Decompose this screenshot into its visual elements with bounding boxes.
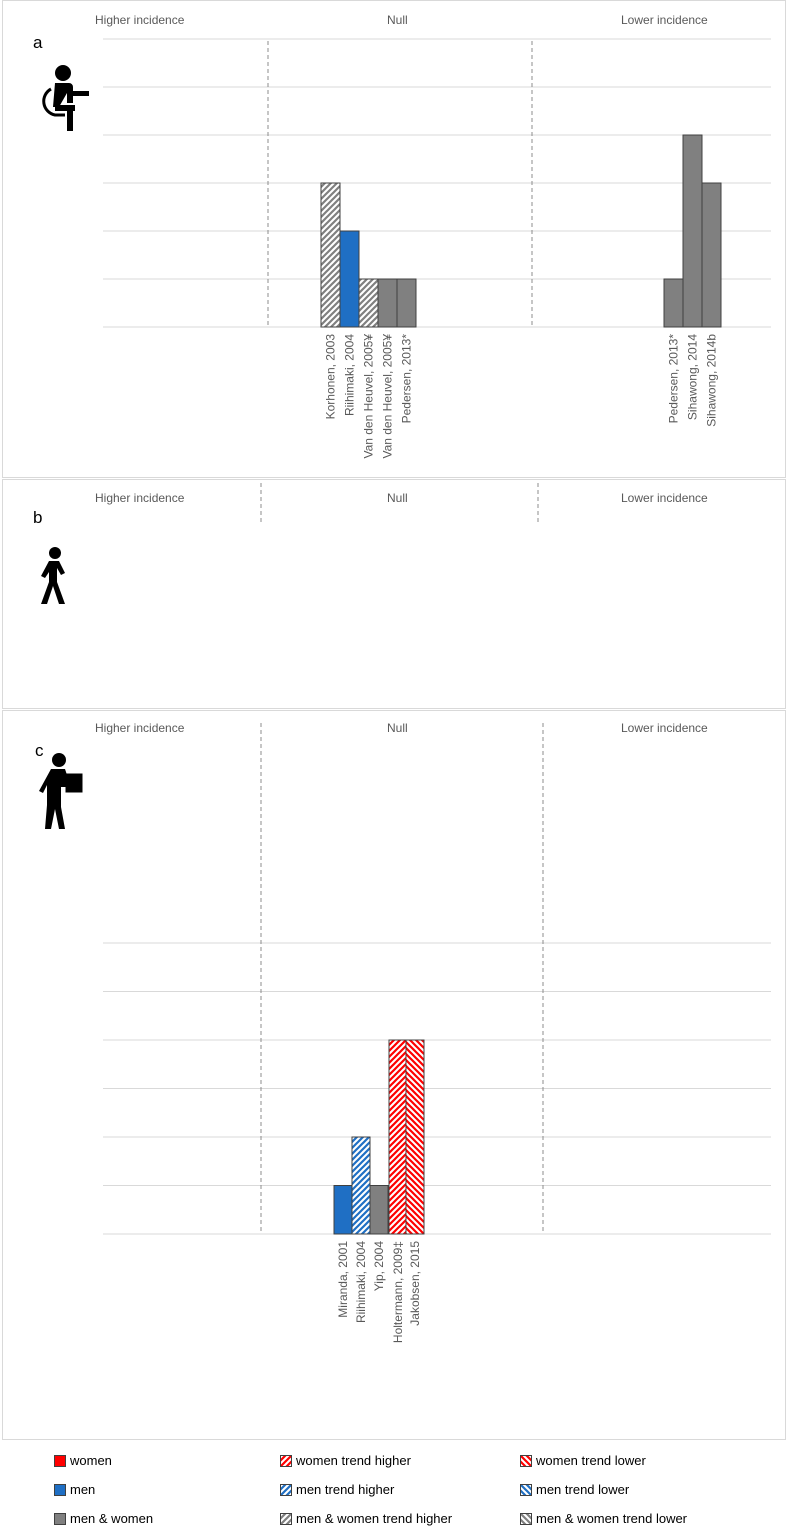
legend-swatch-rect bbox=[521, 1513, 532, 1524]
bar-label: Sihawong, 2014b bbox=[704, 334, 719, 427]
zone-label-lower: Lower incidence bbox=[621, 491, 708, 505]
sitting-worker-icon bbox=[27, 63, 93, 133]
legend-item bbox=[520, 1453, 646, 1468]
bar-label: Holtermann, 2009‡ bbox=[391, 1241, 405, 1344]
bar bbox=[683, 135, 702, 327]
legend-swatch-rect bbox=[521, 1484, 532, 1495]
legend-item bbox=[280, 1482, 394, 1497]
bar bbox=[352, 1137, 370, 1234]
legend-swatch bbox=[280, 1484, 292, 1496]
legend-swatch bbox=[520, 1484, 532, 1496]
bar-label: Riihimaki, 2004 bbox=[354, 1241, 368, 1324]
legend-swatch-rect bbox=[55, 1513, 66, 1524]
legend-item bbox=[54, 1511, 153, 1526]
legend-swatch bbox=[520, 1455, 532, 1467]
legend-swatch bbox=[54, 1484, 66, 1496]
legend-swatch bbox=[520, 1513, 532, 1525]
bar bbox=[406, 1040, 424, 1234]
legend-item bbox=[54, 1453, 112, 1468]
bar-label: Korhonen, 2003 bbox=[323, 334, 338, 420]
legend-item bbox=[520, 1511, 687, 1526]
lifting-worker-icon bbox=[37, 751, 87, 833]
legend-label: men trend higher bbox=[296, 1482, 395, 1497]
chart-panel-c bbox=[2, 710, 786, 1440]
legend-swatch-rect bbox=[55, 1484, 66, 1495]
walking-person-icon bbox=[37, 546, 77, 612]
bar-label: Pedersen, 2013* bbox=[399, 334, 414, 424]
legend-label: men & women bbox=[70, 1511, 154, 1526]
legend-swatch-rect bbox=[281, 1484, 292, 1495]
chart-b-svg bbox=[3, 480, 785, 708]
bar bbox=[370, 1186, 388, 1235]
legend-label: women bbox=[70, 1453, 112, 1468]
bar bbox=[340, 231, 359, 327]
zone-label-higher: Higher incidence bbox=[95, 13, 185, 27]
chart-a-svg bbox=[3, 1, 785, 477]
bar bbox=[664, 279, 683, 327]
legend-swatch-rect bbox=[55, 1455, 66, 1466]
zone-label-higher: Higher incidence bbox=[95, 491, 185, 505]
zone-label-null: Null bbox=[387, 491, 408, 505]
bar-label: Yip, 2004 bbox=[372, 1241, 386, 1292]
panel-letter: b bbox=[33, 508, 43, 527]
bar-label: Sihawong, 2014 bbox=[685, 334, 700, 421]
legend-swatch-rect bbox=[521, 1455, 532, 1466]
legend-label: men bbox=[70, 1482, 96, 1497]
zone-label-null: Null bbox=[387, 13, 408, 27]
bar bbox=[321, 183, 340, 327]
legend-swatch bbox=[280, 1513, 292, 1525]
legend-swatch bbox=[280, 1455, 292, 1467]
legend-item bbox=[520, 1482, 629, 1497]
legend-label: women trend lower bbox=[536, 1453, 646, 1468]
bar-label: Pedersen, 2013* bbox=[666, 334, 681, 424]
chart-panel-a bbox=[2, 0, 786, 478]
bar bbox=[334, 1186, 352, 1235]
bar bbox=[702, 183, 721, 327]
bar bbox=[389, 1040, 407, 1234]
legend-item bbox=[280, 1511, 452, 1526]
panel-letter: c bbox=[35, 741, 44, 760]
bar bbox=[397, 279, 416, 327]
bar-label: Van den Heuvel, 2005¥ bbox=[361, 334, 376, 459]
legend-swatch bbox=[54, 1513, 66, 1525]
bar-label: Riihimaki, 2004 bbox=[342, 334, 357, 417]
bar-label: Jakobsen, 2015 bbox=[408, 1241, 422, 1326]
panel-letter: a bbox=[33, 33, 43, 52]
legend-label: men trend lower bbox=[536, 1482, 630, 1497]
zone-label-null: Null bbox=[387, 721, 408, 735]
bar bbox=[378, 279, 397, 327]
bar bbox=[359, 279, 378, 327]
legend-item bbox=[54, 1482, 95, 1497]
zone-label-lower: Lower incidence bbox=[621, 13, 708, 27]
legend-label: men & women trend higher bbox=[296, 1511, 453, 1526]
zone-label-higher: Higher incidence bbox=[95, 721, 185, 735]
bar-label: Miranda, 2001 bbox=[336, 1241, 350, 1318]
zone-label-lower: Lower incidence bbox=[621, 721, 708, 735]
legend bbox=[0, 1445, 787, 1530]
legend-swatch-rect bbox=[281, 1455, 292, 1466]
legend-label: men & women trend lower bbox=[536, 1511, 688, 1526]
legend-item bbox=[280, 1453, 411, 1468]
bar-label: Van den Heuvel, 2005¥ bbox=[380, 334, 395, 459]
legend-label: women trend higher bbox=[296, 1453, 411, 1468]
chart-panel-b bbox=[2, 479, 786, 709]
legend-swatch-rect bbox=[281, 1513, 292, 1524]
chart-c-svg bbox=[3, 711, 785, 1439]
legend-swatch bbox=[54, 1455, 66, 1467]
